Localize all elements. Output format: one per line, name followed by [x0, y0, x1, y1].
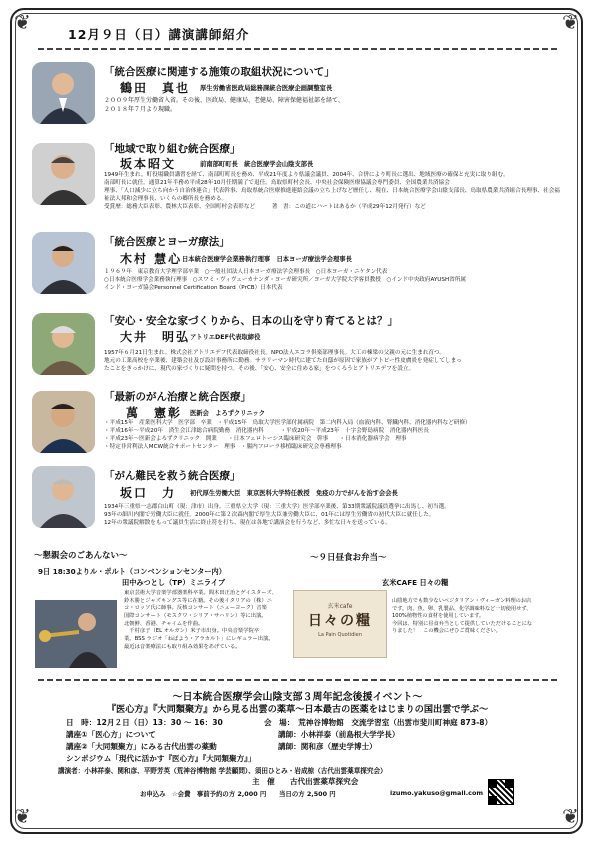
lecture-2-speaker: 講師：関和彦（歴史学博士）	[278, 742, 377, 751]
speaker-bio: 1934年三重県一志郡白山町（現：津市）出身。三重県立大学（現：三重大学）医学部卒業後、第33期衆議院議員選挙に出馬し、初当選。 93年の細川内閣で労働大臣に就任。2000年に第２次森内閣で厚生大臣兼労働大臣に、01年には厚生労働省の初代大臣に就任した。 12年の衆議院解散をもって議員生活に終止符を打ち、現在は各地で講演会を行うなど、多忙な日々を送っている。	[104, 504, 450, 527]
event-title: ～日本統合医療学会山陰支部３周年記念後援イベント～	[172, 692, 423, 703]
speaker-bio: １９６９年 東京教育大学理学部卒業 ○一般社団法人日本ヨーガ療法学会理事長 ○日本ヨーガ・ニケタン代表 ○日本統合医療学会業務執行理事 ○スワミ・ヴィヴェーカナンダ・ヨーガ研究所／ヨーガ大学院大学客員教授 ○インド中央政府AYUSH省所属 インド・ヨーガ協会Personnel Certification Board（PrCB）日本代表	[104, 269, 466, 292]
speaker-bio: 1957年６月21日生まれ。株式会社アトリエデフ代表取締役社長。NPO法人エコラ倶楽部理事長。大工の棟梁の父親の元に生まれ育つ。 地元の工業高校を卒業後、建築会社及び設計事務所に勤務。サラリーマン時代に建てた自邸が原因で家族がアトピー性皮膚炎を発症してしまっ たことをきっかけに、現代の家づくりに疑問を持つ。その後、「安心、安全に住める家」をつくろうとアトリエデフを設立。	[104, 350, 462, 373]
divider	[38, 679, 558, 681]
lunch-heading: ～９日昼食お弁当～	[310, 553, 387, 563]
speaker-role: 厚生労働省医政局総務課統合医療企画調整室長	[200, 85, 333, 92]
event-fee: お申込み ☆会費 事前予約の方 2,000 円 当日の方 2,500 円	[140, 790, 336, 798]
corner-ornament: ❦	[562, 10, 579, 34]
event-venue: 会 場： 荒神谷博物館 交流学習室（出雲市斐川町神庭 873-8）	[264, 718, 493, 727]
speaker-role: 医新会 よろずクリニック	[190, 410, 265, 417]
party-performer: 田中みつとし（TP）ミニライブ	[122, 578, 226, 587]
speaker-name: 木村 慧心	[120, 252, 183, 266]
speaker-name: 坂本昭文	[120, 157, 177, 171]
corner-ornament: ❦	[14, 10, 31, 34]
speaker-role: アトリエDEF代表取締役	[190, 334, 261, 341]
panelists: 講演者：小林祥泰、関和彦、平野芳英（荒神谷博物館 学芸顧問）、須田ひとみ・岩成椋（古代出雲薬草探究会）	[58, 767, 387, 775]
event-subtitle: 『医心方』『大同類聚方』から見る出雲の薬草～日本最古の医薬をはじまりの国出雲で学ぶ～	[106, 704, 489, 715]
speaker-name: 坂口 力	[120, 486, 177, 500]
party-time-venue: 9日 18:30よりル・ポルト（コンベンションセンター内）	[38, 567, 226, 576]
divider	[38, 48, 558, 50]
speaker-topic: 「地域で取り組む統合医療」	[104, 143, 241, 155]
speaker-name: 鶴田 真也	[120, 81, 191, 95]
lecture-2: 講座②「大同類聚方」にみる古代出雲の薬動	[66, 742, 217, 751]
speaker-role: 前南部町町長 統合医療学会山陰支部長	[200, 161, 314, 168]
speaker-topic: 「がん難民を救う統合医療」	[104, 470, 241, 482]
speaker-photo	[32, 143, 95, 205]
speaker-topic: 「最新のがん治療と統合医療」	[104, 391, 251, 403]
speaker-topic: 「統合医療に関連する施策の取組状況について」	[104, 66, 335, 78]
party-heading: ～懇親会のごあんない～	[34, 551, 128, 561]
speaker-photo	[32, 62, 95, 124]
lunch-shop: 玄米CAFE 日々の糧	[382, 578, 449, 587]
qr-code[interactable]	[488, 779, 514, 805]
lecture-1-speaker: 講師：小林祥泰（前島根大学学長）	[278, 730, 400, 739]
speaker-role: 初代厚生労働大臣 東京医科大学特任教授 免疫の力でがんを治す会会長	[190, 490, 398, 497]
speaker-name: 大井 明弘	[120, 330, 191, 344]
speaker-topic: 「安心・安全な家づくりから、日本の山を守り育てるとは？」	[104, 315, 398, 327]
speaker-bio: ２００９年厚生労働省入省。その後、医政局、健康局、老健局、障害保健福祉部を経て、 ２０１８年７月より現職。	[104, 97, 344, 113]
performer-photo	[35, 600, 117, 668]
corner-ornament: ❦	[14, 804, 31, 828]
speaker-photo	[32, 313, 95, 375]
speaker-name: 萬 憲彰	[126, 406, 183, 420]
lunch-bio: 山陰地方でも数少ないベジタリアン・ヴィーガン料理のお店 です。肉、魚、卵、乳製品、化学調味料など一切使用せず、 100%植物性の食材を使用しています。 今回は、特別に昼食弁当として提供していただけることにな りました！ この機会にぜひご賞味ください。	[392, 598, 533, 635]
corner-ornament: ❦	[562, 804, 579, 828]
lecture-1: 講座①「医心方」について	[66, 730, 156, 739]
speaker-photo	[32, 232, 95, 294]
event-host: 主 催 古代出雲薬草探究会	[252, 777, 359, 786]
symposium: シンポジウム「現代に活かす『医心方』『大同類聚方』」	[66, 754, 256, 763]
speaker-photo	[32, 391, 95, 453]
speaker-bio: ・平成15年 産業医科大学 医学部 卒業 ・平成15年 鳥取大学医学部付属病院 第二内科入局（血液内科、腎臓内科、消化器内科など研修） ・平成16年～平成20年 済生会江津総合病院勤務 消化器内科 ・平成20年～平成23年 十字会野島病院 消化器内科医長 ・平成23年～医新会よろずクリニック 開業 ・日本フェロトーシス臨床研究会 幹事 ・日本消化器病学会 理事 ・特定非営利法人MCW統合サポートセンター 理事 ・腸内フローラ移植臨床研究会専務理事	[104, 420, 471, 451]
party-bio: 東京芸術大学音楽学部器楽科卒業。間木田正治とゲイスターズ、 鈴木勝とジャズキングス等に在籍。その後イタリアの（株）ニ コ・ロッソ氏に師事。反核コンサート（ニューヨーク）音楽 国際コンサート（モスクワ・シリア・サハリン）等に出演。 北朝鮮、香港、チャイムを作曲。 千村彦子（EL オルガン）米子市出身。中央音楽学院卒 業。BSS ラジオ「ねばよう・アラカルト」にレギュラー出演。 最近は音楽療法にも取り組み効果をあげている。	[124, 590, 278, 650]
speaker-photo	[32, 466, 95, 528]
speaker-role: 日本統合医療学会業務執行理事 日本ヨーガ療法学会理事長	[182, 256, 352, 263]
event-date: 日 時：12月２日（日）13：30 ～ 16：30	[66, 718, 223, 727]
contact-email[interactable]: izumo.yakuso@gmail.com	[390, 789, 483, 797]
cafe-logo: 玄米cafe 日々の糧 La Pain Quotidien	[293, 590, 387, 658]
page-title: 12月９日（日）講演講師紹介	[68, 27, 250, 42]
speaker-topic: 「統合医療とヨーガ療法」	[104, 236, 230, 248]
speaker-bio: 1949年生まれ。町役場職員講習を経て、南部町町長を務め、平成21年度より県議会議員、2004年、合併により町長に選出、地域医療の確保と充実に取り組む。 南部町長に就任。通算21年半務め平成28年10月任期満了で退任。鳥取県町村会長、中央社会保険医療協議会専門委員、全国農業共済協会 理事、「人口減少に立ち向かう自治体連合」代表幹事、鳥取県統合医療推進連絡会議の立ち上げなど歴任し、現在、日本統合医療学会山陰支部長、鳥取県農業共済組合長理事、社会福 祉法人邦和会理事長、いくらの郷所長を務める。 受賞歴：総務大臣表彰、農林大臣表彰、全国町村会表彰など 著 書：この道にハートはあるか（平成29年12月発行）など	[104, 172, 560, 211]
